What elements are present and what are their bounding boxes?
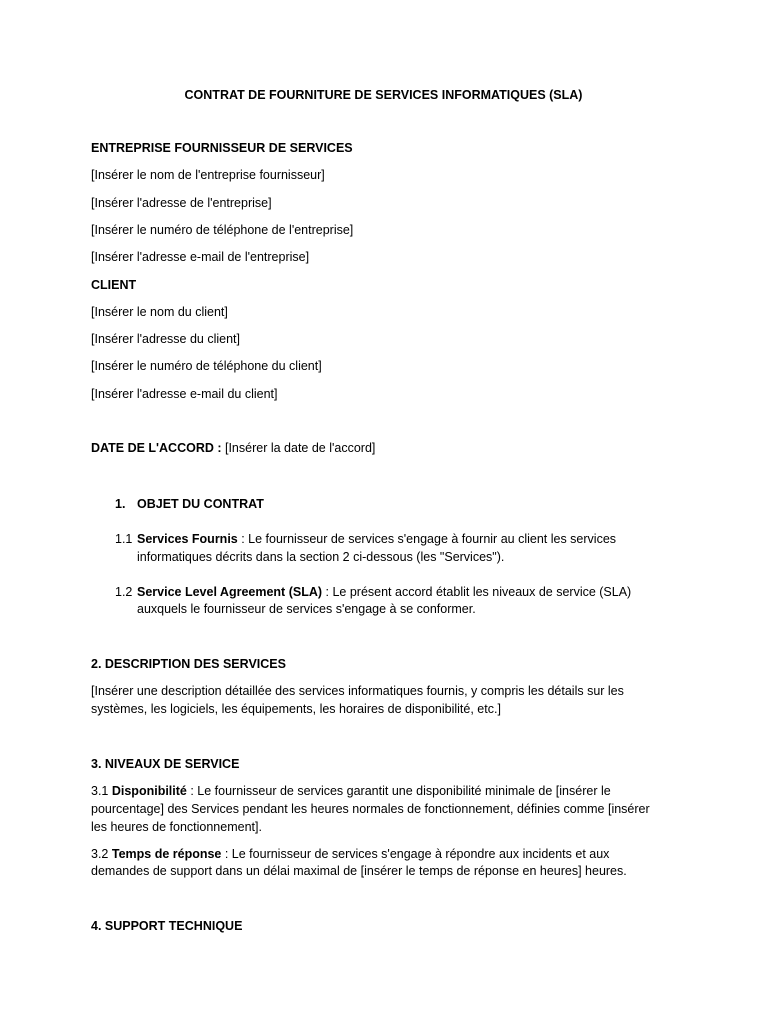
clause-1-2-text: : Le présent accord établit les niveaux de service (SLA) — [322, 585, 632, 599]
section-2-heading: 2. DESCRIPTION DES SERVICES — [91, 657, 286, 671]
clause-1-1-line-2: informatiques décrits dans la section 2 ci-dessous (les "Services"). — [137, 550, 505, 564]
agreement-date-label: DATE DE L'ACCORD : — [91, 441, 222, 455]
agreement-date-value: [Insérer la date de l'accord] — [221, 441, 376, 455]
clause-3-1-text: : Le fournisseur de services garantit une disponibilité minimale de [insérer le — [186, 784, 611, 798]
clause-3-2-number: 3.2 — [91, 847, 112, 861]
clause-3-1-line-1 — [91, 783, 611, 800]
clause-3-2-line-1 — [91, 846, 609, 863]
section-2-text-line-1: [Insérer une description détaillée des services informatiques fournis, y compris les détails sur les — [91, 684, 624, 698]
clause-3-1-term: Disponibilité — [111, 784, 187, 798]
section-4-heading: 4. SUPPORT TECHNIQUE — [91, 919, 243, 933]
clause-1-1-line-1 — [115, 531, 616, 548]
agreement-date-line — [91, 440, 375, 457]
client-name-line: [Insérer le nom du client] — [91, 305, 228, 319]
clause-1-2-line-1 — [115, 584, 631, 601]
clause-3-2-line-2: demandes de support dans un délai maximal de [insérer le temps de réponse en heures] heures. — [91, 864, 627, 878]
clause-3-1-line-3: les heures de fonctionnement]. — [91, 820, 262, 834]
provider-email-line: [Insérer l'adresse e-mail de l'entreprise] — [91, 250, 310, 264]
clause-1-2-line-2: auxquels le fournisseur de services s'engage à se conformer. — [137, 602, 476, 616]
provider-heading: ENTREPRISE FOURNISSEUR DE SERVICES — [91, 141, 353, 155]
clause-1-1-number: 1.1 — [115, 532, 133, 546]
clause-3-2-term: Temps de réponse — [111, 847, 222, 861]
clause-3-1-number: 3.1 — [91, 784, 112, 798]
client-address-line: [Insérer l'adresse du client] — [91, 332, 240, 346]
provider-name-line: [Insérer le nom de l'entreprise fournisseur] — [91, 168, 325, 182]
section-2-text-line-2: systèmes, les logiciels, les équipements, les horaires de disponibilité, etc.] — [91, 702, 501, 716]
section-1-heading — [115, 496, 264, 513]
clause-1-1-term: Services Fournis — [137, 532, 238, 546]
clause-3-2-text: : Le fournisseur de services s'engage à répondre aux incidents et aux — [221, 847, 610, 861]
client-heading: CLIENT — [91, 278, 137, 292]
section-3-heading: 3. NIVEAUX DE SERVICE — [91, 757, 240, 771]
client-email-line: [Insérer l'adresse e-mail du client] — [91, 387, 278, 401]
clause-1-1-text: : Le fournisseur de services s'engage à fournir au client les services — [237, 532, 617, 546]
provider-address-line: [Insérer l'adresse de l'entreprise] — [91, 196, 272, 210]
section-1-title: OBJET DU CONTRAT — [137, 497, 264, 511]
clause-1-2-number: 1.2 — [115, 585, 133, 599]
provider-phone-line: [Insérer le numéro de téléphone de l'entreprise] — [91, 223, 354, 237]
section-1-number: 1. — [115, 497, 126, 511]
document-title: CONTRAT DE FOURNITURE DE SERVICES INFORMATIQUES (SLA) — [184, 88, 583, 102]
client-phone-line: [Insérer le numéro de téléphone du client] — [91, 359, 322, 373]
clause-3-1-line-2: pourcentage] des Services pendant les heures normales de fonctionnement, définies comme [insérer — [91, 802, 650, 816]
clause-1-2-term: Service Level Agreement (SLA) — [137, 585, 323, 599]
